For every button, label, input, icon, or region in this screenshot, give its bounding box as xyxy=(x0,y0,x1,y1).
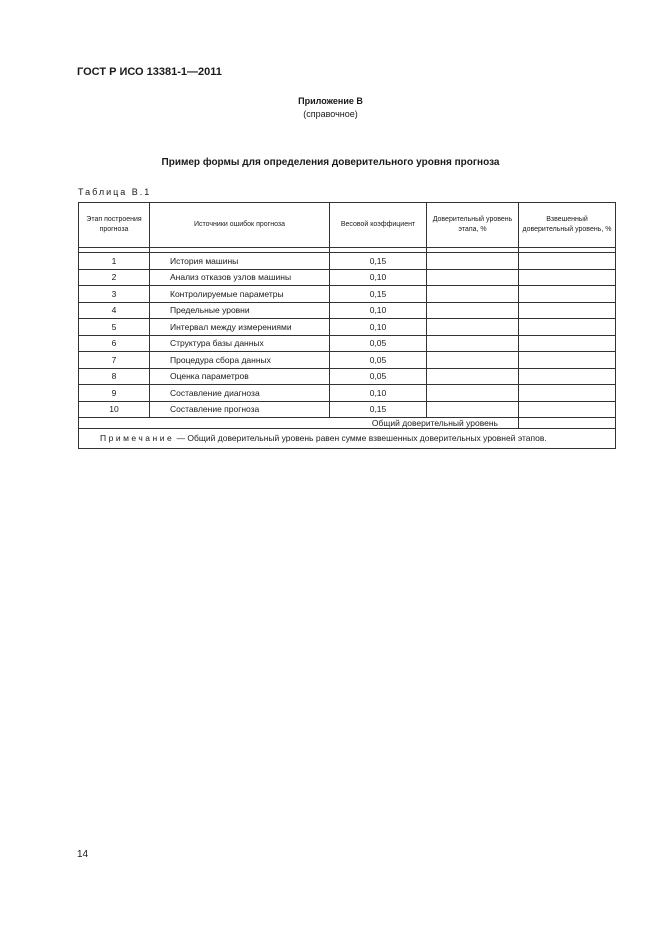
stage-cell: 6 xyxy=(79,335,150,352)
stage-confidence-cell[interactable] xyxy=(427,269,519,286)
table-row xyxy=(79,319,616,336)
note-text: — Общий доверительный уровень равен сумме взвешенных доверительных уровней этапов. xyxy=(174,433,547,443)
source-cell: История машины xyxy=(150,253,330,270)
source-cell: Составление диагноза xyxy=(150,385,330,402)
note-row xyxy=(79,429,616,449)
stage-cell: 7 xyxy=(79,352,150,369)
table-row xyxy=(79,335,616,352)
stage-confidence-cell[interactable] xyxy=(427,253,519,270)
annex-title: Приложение В xyxy=(298,96,363,106)
weighted-confidence-cell[interactable] xyxy=(519,385,616,402)
table-row xyxy=(79,368,616,385)
table-row xyxy=(79,385,616,402)
weight-cell: 0,15 xyxy=(330,286,427,303)
weighted-confidence-cell[interactable] xyxy=(519,253,616,270)
weighted-confidence-cell[interactable] xyxy=(519,319,616,336)
table-row xyxy=(79,401,616,418)
stage-confidence-cell[interactable] xyxy=(427,335,519,352)
header-weight: Весовой коэффициент xyxy=(330,203,427,248)
total-value-cell[interactable] xyxy=(519,418,616,429)
weight-cell: 0,10 xyxy=(330,302,427,319)
source-cell: Интервал между измерениями xyxy=(150,319,330,336)
source-cell: Анализ отказов узлов машины xyxy=(150,269,330,286)
confidence-table xyxy=(78,202,616,449)
weight-cell: 0,10 xyxy=(330,385,427,402)
annex-subtitle: (справочное) xyxy=(303,109,358,119)
source-cell: Составление прогноза xyxy=(150,401,330,418)
note-word: Примечание xyxy=(100,433,175,443)
stage-cell: 5 xyxy=(79,319,150,336)
weighted-confidence-cell[interactable] xyxy=(519,302,616,319)
weighted-confidence-cell[interactable] xyxy=(519,335,616,352)
table-note xyxy=(79,429,616,449)
stage-cell: 4 xyxy=(79,302,150,319)
stage-cell: 1 xyxy=(79,253,150,270)
source-cell: Процедура сбора данных xyxy=(150,352,330,369)
table-header-row xyxy=(79,203,616,248)
main-title: Пример формы для определения доверительного уровня прогноза xyxy=(161,157,500,168)
page-number: 14 xyxy=(77,849,89,860)
stage-confidence-cell[interactable] xyxy=(427,385,519,402)
stage-confidence-cell[interactable] xyxy=(427,401,519,418)
stage-confidence-cell[interactable] xyxy=(427,286,519,303)
stage-cell: 3 xyxy=(79,286,150,303)
table-row xyxy=(79,253,616,270)
weighted-confidence-cell[interactable] xyxy=(519,368,616,385)
source-cell: Предельные уровни xyxy=(150,302,330,319)
table-row xyxy=(79,352,616,369)
weight-cell: 0,05 xyxy=(330,352,427,369)
header-stage: Этап построения прогноза xyxy=(79,203,150,248)
weighted-confidence-cell[interactable] xyxy=(519,401,616,418)
table-row xyxy=(79,302,616,319)
header-stage-confidence: Доверительный уровень этапа, % xyxy=(427,203,519,248)
document-header: ГОСТ Р ИСО 13381-1—2011 xyxy=(77,66,222,78)
weighted-confidence-cell[interactable] xyxy=(519,269,616,286)
stage-confidence-cell[interactable] xyxy=(427,302,519,319)
table-row xyxy=(79,286,616,303)
weight-cell: 0,15 xyxy=(330,253,427,270)
weight-cell: 0,15 xyxy=(330,401,427,418)
table-label: Таблица В.1 xyxy=(78,187,152,197)
stage-confidence-cell[interactable] xyxy=(427,319,519,336)
stage-cell: 10 xyxy=(79,401,150,418)
stage-confidence-cell[interactable] xyxy=(427,368,519,385)
total-row xyxy=(79,418,616,429)
source-cell: Контролируемые параметры xyxy=(150,286,330,303)
weighted-confidence-cell[interactable] xyxy=(519,352,616,369)
source-cell: Структура базы данных xyxy=(150,335,330,352)
stage-cell: 9 xyxy=(79,385,150,402)
stage-cell: 2 xyxy=(79,269,150,286)
header-weighted-confidence: Взвешенный доверительный уровень, % xyxy=(519,203,616,248)
weight-cell: 0,05 xyxy=(330,335,427,352)
source-cell: Оценка параметров xyxy=(150,368,330,385)
weight-cell: 0,10 xyxy=(330,319,427,336)
total-label: Общий доверительный уровень xyxy=(79,418,519,429)
stage-confidence-cell[interactable] xyxy=(427,352,519,369)
stage-cell: 8 xyxy=(79,368,150,385)
weighted-confidence-cell[interactable] xyxy=(519,286,616,303)
header-source: Источники ошибок прогноза xyxy=(150,203,330,248)
weight-cell: 0,05 xyxy=(330,368,427,385)
table-row xyxy=(79,269,616,286)
weight-cell: 0,10 xyxy=(330,269,427,286)
